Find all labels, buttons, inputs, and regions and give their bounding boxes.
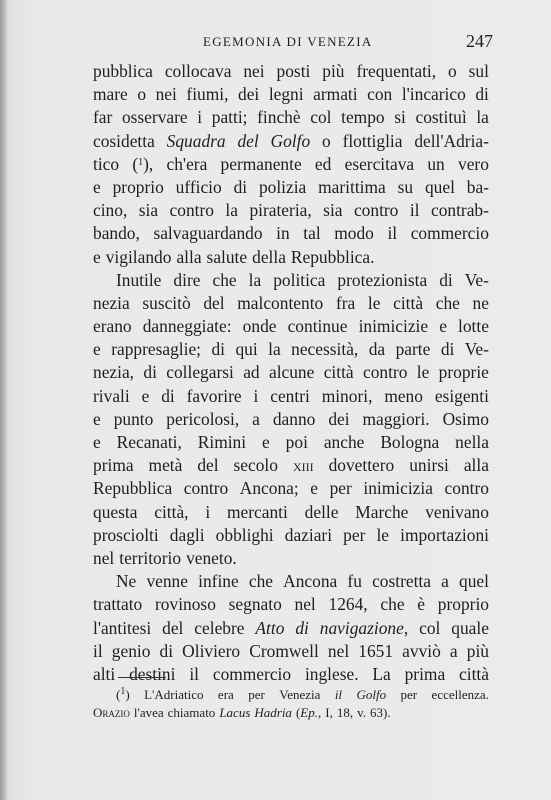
word: finchè <box>257 107 301 128</box>
word: qui <box>235 339 258 360</box>
word: Orazio <box>93 705 130 720</box>
word: secolo <box>233 455 278 476</box>
word: Ne <box>116 571 137 592</box>
word: sia <box>323 200 343 221</box>
word: per <box>400 687 418 702</box>
word: i <box>205 501 211 522</box>
word: del <box>162 617 184 638</box>
word: delle <box>304 501 339 522</box>
word: l'incarico <box>401 84 466 105</box>
word: osservare <box>121 107 188 128</box>
word: cosidetta <box>93 130 155 151</box>
word: o <box>322 130 331 151</box>
word: marittima <box>318 176 386 197</box>
word: ba- <box>466 176 489 197</box>
word: vero <box>458 153 489 174</box>
word: con <box>367 84 393 105</box>
word: Golfo <box>270 130 311 151</box>
word: genio <box>111 640 151 661</box>
word: che <box>435 292 460 313</box>
word: lotte <box>458 316 489 337</box>
word: dire <box>173 269 201 290</box>
word: e <box>262 432 270 452</box>
word: fu <box>347 571 362 592</box>
word: esigenti <box>434 385 489 406</box>
word: nezia <box>93 292 130 313</box>
word: il <box>93 640 103 661</box>
word: alla <box>176 246 202 267</box>
word: cino, <box>93 200 128 221</box>
word: tempo <box>341 107 385 128</box>
body-line <box>93 617 489 640</box>
word: destini <box>129 663 176 684</box>
word: le <box>416 362 430 383</box>
body-line <box>93 176 489 199</box>
word: collegarsi <box>166 362 234 383</box>
word: su <box>397 176 414 197</box>
word: nezia, <box>93 362 135 383</box>
word: favorire <box>186 385 242 406</box>
word: proprio <box>112 176 164 197</box>
word: rappresaglie; <box>111 339 201 360</box>
body-line <box>93 83 489 106</box>
word: modo <box>334 223 374 244</box>
word: continue <box>287 316 348 337</box>
page-header <box>93 32 493 52</box>
word: venne <box>146 571 188 592</box>
word: le <box>376 524 390 545</box>
word: e <box>93 432 101 452</box>
word: protezionista <box>337 269 428 290</box>
word: avviò <box>402 640 441 661</box>
word: anche <box>323 432 365 452</box>
word: Lacus <box>219 705 251 720</box>
body-line <box>93 593 489 616</box>
word: suscitò <box>142 292 191 313</box>
word: xiii <box>292 455 314 476</box>
word: era <box>217 687 234 702</box>
word: Ancona; <box>239 478 299 499</box>
word: in <box>276 223 290 244</box>
word: i <box>253 385 259 406</box>
word: la <box>476 107 489 128</box>
word: nei <box>155 84 177 105</box>
word: flottiglia <box>342 130 403 151</box>
word: a <box>252 408 260 429</box>
word: navigazione, <box>319 617 409 638</box>
body-line <box>93 106 489 129</box>
word: nel <box>327 640 350 661</box>
word: centri <box>270 385 310 406</box>
word: e <box>310 478 319 499</box>
footnote-separator <box>118 677 166 678</box>
word: I, <box>325 705 333 720</box>
word: 63). <box>369 705 391 720</box>
word: Squadra <box>166 130 226 151</box>
word: commercio <box>212 663 292 684</box>
word: dovettero <box>328 455 395 476</box>
word: Repubblica. <box>290 246 375 267</box>
word: inimicizie <box>358 316 429 337</box>
word: unirsi <box>409 455 449 476</box>
body-line <box>93 385 489 408</box>
word: parte <box>395 339 431 360</box>
word: metà <box>148 455 183 476</box>
word: nella <box>455 432 489 452</box>
word: Inutile <box>116 269 162 290</box>
body-line <box>93 640 489 663</box>
word: minori, <box>321 385 373 406</box>
word: necessità, <box>291 339 359 360</box>
word: eccellenza. <box>431 687 489 702</box>
word: e <box>93 408 101 429</box>
body-line <box>93 524 489 547</box>
word: quel <box>424 176 455 197</box>
word: di <box>295 617 309 638</box>
word: Venezia <box>279 687 321 702</box>
word: salvaguardando <box>153 223 263 244</box>
word: alla <box>463 455 489 476</box>
word: che <box>380 594 405 615</box>
word: meno <box>384 385 423 406</box>
word: dei <box>328 408 350 429</box>
word: si <box>394 107 406 128</box>
word: dagli <box>169 524 205 545</box>
word: venivano <box>425 501 489 522</box>
word: del <box>237 130 259 151</box>
word: segnato <box>228 594 282 615</box>
word: ($^1$), <box>132 153 154 174</box>
word: Ancona <box>283 571 338 592</box>
word: Ve- <box>464 339 489 360</box>
word: che <box>212 269 237 290</box>
word: i <box>197 107 203 128</box>
word: Atto <box>255 617 285 638</box>
word: obblighi <box>215 524 274 545</box>
word: Golfo <box>356 687 387 702</box>
body-line <box>93 153 489 176</box>
word: fiumi, <box>186 84 229 105</box>
binding-shadow <box>0 0 8 800</box>
word: La <box>372 663 391 684</box>
word: costretta <box>372 571 431 592</box>
word: mare <box>93 84 128 105</box>
word: un <box>427 153 445 174</box>
word: e <box>141 385 150 406</box>
word: danno <box>272 408 316 429</box>
footnote-line <box>93 686 489 704</box>
word: tal <box>303 223 321 244</box>
body-line <box>93 547 489 570</box>
word: da <box>368 339 386 360</box>
word: prima <box>93 455 134 476</box>
body-line <box>93 361 489 384</box>
word: contro <box>444 478 489 499</box>
word: dei <box>238 84 260 105</box>
word: patti; <box>211 107 248 128</box>
word: Oliviero <box>182 640 241 661</box>
word: per <box>343 524 366 545</box>
word: nei <box>243 61 265 81</box>
word: e <box>93 339 101 360</box>
word: della <box>252 246 286 267</box>
word: rovinoso <box>155 594 216 615</box>
body-line <box>93 292 489 315</box>
word: di <box>439 269 453 290</box>
word: ufficio <box>175 176 222 197</box>
word: Marche <box>355 501 409 522</box>
word: alcune <box>268 362 315 383</box>
word: erano <box>93 316 132 337</box>
body-line <box>93 199 489 222</box>
word: del <box>197 455 219 476</box>
word: città <box>393 292 424 313</box>
word: contro <box>353 200 399 221</box>
word: trattato <box>93 594 143 615</box>
word: pirateria, <box>249 200 312 221</box>
word: col <box>419 617 441 638</box>
word: posti <box>276 61 311 81</box>
word: territorio <box>119 547 182 568</box>
word: daziari <box>284 524 333 545</box>
word: costituì <box>415 107 467 128</box>
word: (Ep., <box>295 705 322 720</box>
footnote-line <box>93 704 489 722</box>
word: di <box>233 176 248 197</box>
word: politica <box>273 269 326 290</box>
word: questa <box>93 501 138 522</box>
body-line <box>93 315 489 338</box>
body-line <box>93 570 489 593</box>
word: polizia <box>258 176 307 197</box>
word: è <box>417 594 426 615</box>
word: far <box>93 107 113 128</box>
word: per <box>248 687 265 702</box>
word: salute <box>206 246 248 267</box>
word: armati <box>313 84 358 105</box>
word: legni <box>268 84 304 105</box>
word: contro <box>183 478 229 499</box>
word: quel <box>459 571 489 592</box>
word: dell'Adria- <box>414 130 489 151</box>
word: di <box>475 84 489 105</box>
word: nel <box>294 594 316 615</box>
body-line <box>93 454 489 477</box>
word: ch'era <box>166 153 208 174</box>
footnote <box>93 686 489 722</box>
body-line <box>93 408 489 431</box>
word: Repubblica <box>93 478 173 499</box>
word: mercanti <box>227 501 288 522</box>
word: le <box>367 292 381 313</box>
word: città, <box>154 501 189 522</box>
body-text <box>93 60 489 686</box>
word: nel <box>93 547 115 568</box>
word: di <box>143 362 157 383</box>
word: Hadria <box>254 705 292 720</box>
page-number: 247 <box>466 31 493 51</box>
word: alti <box>93 663 116 684</box>
word: a <box>449 640 458 661</box>
word: collocava <box>164 61 232 81</box>
word: inglese. <box>304 663 359 684</box>
word: l'antitesi <box>93 617 152 638</box>
word: sia <box>138 200 159 221</box>
word: proprio <box>437 594 489 615</box>
word: l'avea <box>133 705 164 720</box>
word: celebre <box>194 617 245 638</box>
running-title: EGEMONIA DI VENEZIA <box>203 34 373 49</box>
word: più <box>466 640 489 661</box>
word: proprie <box>438 362 489 383</box>
word: sul <box>468 61 489 81</box>
word: 18, <box>336 705 354 720</box>
word: a <box>441 571 449 592</box>
word: Recanati, <box>116 432 182 452</box>
word: pericolosi, <box>166 408 240 429</box>
word: v. <box>357 705 366 720</box>
word: onde <box>242 316 277 337</box>
word: di <box>161 385 175 406</box>
word: importazioni <box>400 524 489 545</box>
word: veneto. <box>186 547 237 568</box>
word: il <box>334 687 343 702</box>
body-line <box>93 477 489 500</box>
word: maggiori. <box>362 408 430 429</box>
word: prima <box>404 663 446 684</box>
word: frequentati, <box>356 61 437 81</box>
body-line <box>93 246 489 269</box>
word: la <box>248 269 262 290</box>
word: commercio <box>410 223 489 244</box>
word: per <box>329 478 352 499</box>
word: poi <box>285 432 308 452</box>
word: contrab- <box>430 200 489 221</box>
body-line <box>93 501 489 524</box>
word: vigilando <box>105 246 172 267</box>
word: di <box>159 640 174 661</box>
word: la <box>225 200 238 221</box>
word: il <box>387 223 398 244</box>
word: inimicizia <box>363 478 433 499</box>
word: chiamato <box>167 705 216 720</box>
word: la <box>268 339 281 360</box>
word: o <box>448 61 457 81</box>
body-line <box>93 431 489 454</box>
word: punto <box>113 408 154 429</box>
word: Osimo <box>442 408 489 429</box>
word: di <box>440 339 455 360</box>
word: ad <box>243 362 260 383</box>
word: ($^1$) <box>116 686 130 702</box>
word: infine <box>198 571 239 592</box>
word: il <box>409 200 420 221</box>
body-line <box>93 338 489 361</box>
word: col <box>310 107 332 128</box>
body-line <box>93 130 489 153</box>
word: ne <box>472 292 489 313</box>
word: di <box>211 339 225 360</box>
word: esercitava <box>344 153 415 174</box>
word: e <box>93 246 101 267</box>
word: Cromwell <box>249 640 319 661</box>
word: Ve- <box>464 269 489 290</box>
word: Rimini <box>197 432 247 452</box>
word: quale <box>451 617 489 638</box>
body-line <box>93 269 489 292</box>
word: e <box>93 176 101 197</box>
word: permanente <box>220 153 302 174</box>
word: contro <box>169 200 214 221</box>
word: pubblica <box>93 61 153 81</box>
word: tico <box>93 153 120 174</box>
word: che <box>248 571 273 592</box>
body-line <box>93 60 489 83</box>
word: 1264, <box>328 594 368 615</box>
word: contro <box>362 362 408 383</box>
word: ed <box>314 153 332 174</box>
body-line <box>93 222 489 245</box>
body-line <box>93 663 489 686</box>
word: Bologna <box>380 432 440 452</box>
word: o <box>137 84 147 105</box>
word: città <box>323 362 354 383</box>
word: e <box>439 316 447 337</box>
word: L'Adriatico <box>144 687 204 702</box>
word: rivali <box>93 385 130 406</box>
word: malcontento <box>237 292 324 313</box>
word: città <box>459 663 489 684</box>
word: bando, <box>93 223 140 244</box>
word: prosciolti <box>93 524 159 545</box>
word: del <box>203 292 225 313</box>
word: il <box>189 663 199 684</box>
word: fra <box>335 292 356 313</box>
word: più <box>322 61 345 81</box>
word: danneggiate: <box>142 316 232 337</box>
word: 1651 <box>358 640 394 661</box>
